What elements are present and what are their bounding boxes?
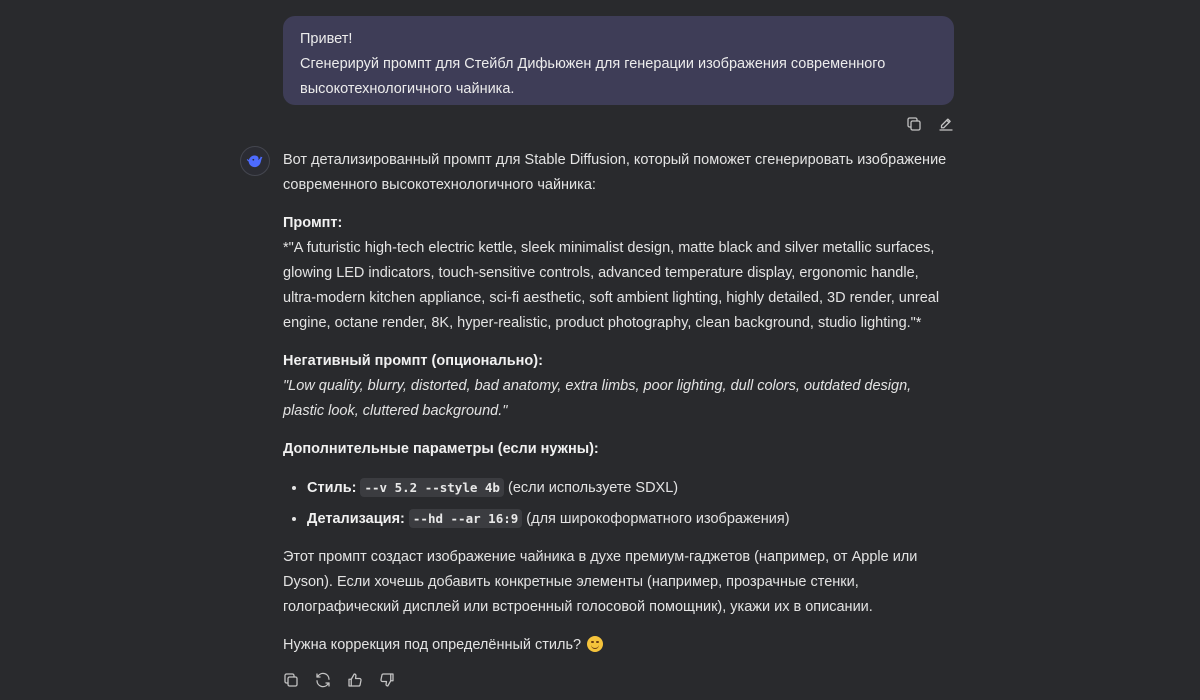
thumbs-down-icon[interactable] [377, 670, 397, 690]
assistant-message [283, 148, 955, 658]
question-text: Нужна коррекция под определённый стиль? [283, 637, 582, 653]
answer-outro: Этот промпт создаст изображение чайника в духе премиум-гаджетов (например, от Apple или Dyson). Если хочешь добавить конкретные элементы (например, прозрачные стенки, голографический дисплей или встроенный голосовой помощник), укажи их в описании. [283, 549, 918, 615]
assistant-message-actions [281, 670, 397, 690]
negative-prompt-block [283, 349, 955, 424]
params-block [283, 437, 955, 462]
answer-intro: Вот детализированный промпт для Stable Diffusion, который поможет сгенерировать изображение современного высокотехнологичного чайника: [283, 152, 947, 193]
assistant-avatar [240, 146, 270, 176]
param-label: Стиль: [307, 480, 357, 496]
list-item [307, 506, 955, 532]
param-note: (если используете SDXL) [507, 480, 679, 496]
copy-icon[interactable] [281, 670, 301, 690]
prompt-heading: Промпт: [283, 215, 343, 231]
list-item [307, 475, 955, 501]
param-code: --hd --ar 16:9 [409, 509, 522, 528]
prompt-block [283, 211, 955, 336]
user-message-line-2: Сгенерируй промпт для Стейбл Дифьюжен для генерации изображения современного высокотехнологичного чайника. [300, 56, 886, 97]
param-label: Детализация: [307, 511, 405, 527]
user-message-bubble [283, 16, 954, 105]
smiling-face-emoji [587, 636, 603, 652]
user-message-line-1: Привет! [300, 31, 353, 47]
copy-icon[interactable] [904, 114, 924, 134]
regenerate-icon[interactable] [313, 670, 333, 690]
answer-question [283, 633, 955, 658]
user-message-actions [904, 114, 956, 134]
thumbs-up-icon[interactable] [345, 670, 365, 690]
negative-prompt-text: "Low quality, blurry, distorted, bad anatomy, extra limbs, poor lighting, dull colors, outdated design, plastic look, cluttered background." [283, 378, 912, 419]
prompt-text: *"A futuristic high-tech electric kettle, sleek minimalist design, matte black and silver metallic surfaces, glowing LED indicators, touch-sensitive controls, advanced temperature display, ergonomic handle, ultra-modern kitchen appliance, sci-fi aesthetic, soft ambient lighting, highly detailed, 3D render, unreal engine, octane render, 8K, hyper-realistic, product photography, clean background, studio lighting."* [283, 240, 940, 331]
negative-prompt-heading: Негативный промпт (опционально): [283, 353, 543, 369]
assistant-logo-icon [245, 151, 265, 171]
params-heading: Дополнительные параметры (если нужны): [283, 441, 599, 457]
edit-icon[interactable] [936, 114, 956, 134]
param-code: --v 5.2 --style 4b [360, 478, 503, 497]
params-list [283, 475, 955, 532]
param-note: (для широкоформатного изображения) [526, 511, 790, 527]
